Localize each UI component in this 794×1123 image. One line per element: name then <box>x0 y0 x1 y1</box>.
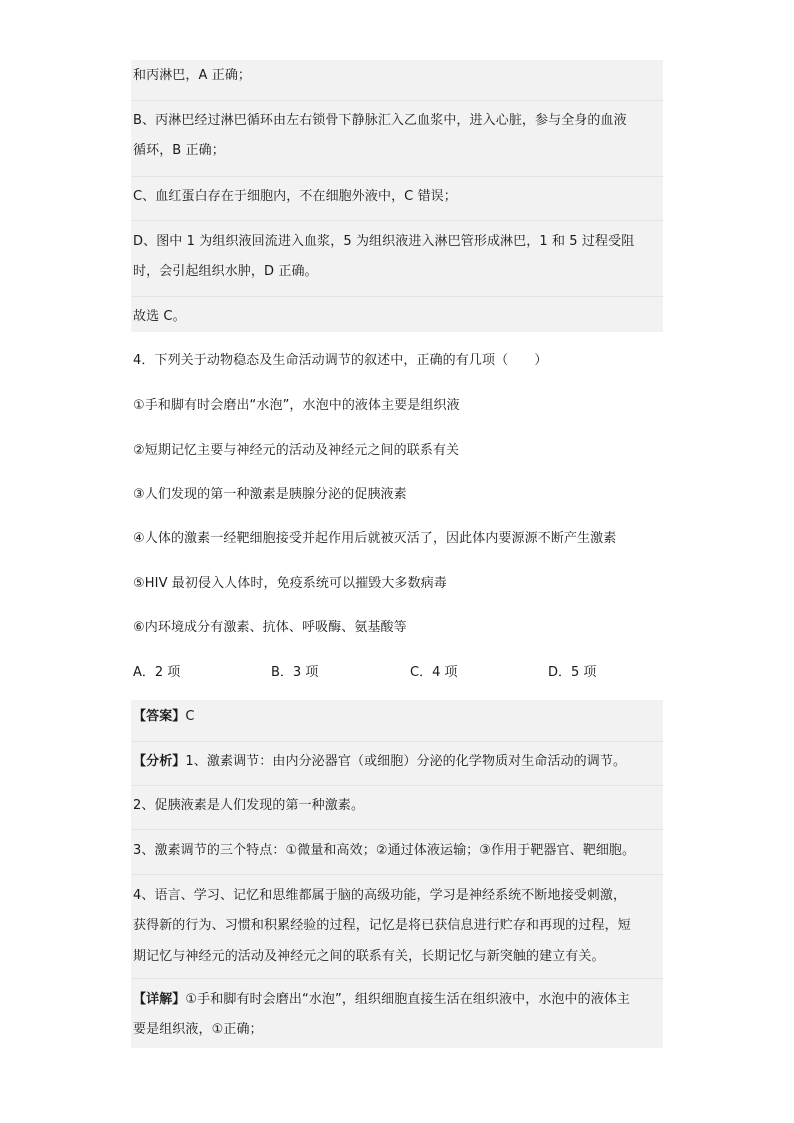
question-item: ②短期记忆主要与神经元的活动及神经元之间的联系有关 <box>133 443 460 458</box>
detail-label: 【详解】 <box>133 992 186 1007</box>
divider <box>131 829 663 830</box>
analysis-label: 【分析】 <box>133 754 186 769</box>
question-item: ①手和脚有时会磨出“水泡”，水泡中的液体主要是组织液 <box>133 398 460 413</box>
analysis-text: 1、激素调节：由内分泌器官（或细胞）分泌的化学物质对生命活动的调节。 <box>185 754 627 769</box>
detail-line <box>133 992 630 1008</box>
analysis-line: 2、促胰液素是人们发现的第一种激素。 <box>133 798 365 813</box>
answer-line <box>133 709 195 725</box>
divider <box>131 741 663 742</box>
solution-line: 故选 C。 <box>133 309 186 324</box>
solution-line: C、血红蛋白存在于细胞内，不在细胞外液中，C 错误； <box>133 189 457 204</box>
question-item: ③人们发现的第一种激素是胰腺分泌的促胰液素 <box>133 487 407 502</box>
analysis-line: 获得新的行为、习惯和积累经验的过程，记忆是将已获信息进行贮存和再现的过程，短 <box>133 918 631 933</box>
divider <box>131 785 663 786</box>
analysis-line: 3、激素调节的三个特点：①微量和高效；②通过体液运输；③作用于靶器官、靶细胞。 <box>133 843 636 858</box>
answer-value: C <box>185 709 195 724</box>
option-a: A．2 项 <box>133 665 181 680</box>
question-item: ⑥内环境成分有激素、抗体、呼吸酶、氨基酸等 <box>133 620 407 635</box>
detail-line: 要是组织液，①正确； <box>133 1022 263 1037</box>
solution-line: 和丙淋巴，A 正确； <box>133 68 252 83</box>
question-item: ⑤HIV 最初侵入人体时，免疫系统可以摧毁大多数病毒 <box>133 576 447 591</box>
divider <box>131 100 663 101</box>
detail-text: ①手和脚有时会磨出“水泡”，组织细胞直接生活在组织液中，水泡中的液体主 <box>185 992 631 1007</box>
solution-line: 循环，B 正确； <box>133 143 225 158</box>
solution-line: 时，会引起组织水肿，D 正确。 <box>133 264 318 279</box>
divider <box>131 874 663 875</box>
solution-line: D、图中 1 为组织液回流进入血浆，5 为组织液进入淋巴管形成淋巴，1 和 5 过程受阻 <box>133 234 635 249</box>
option-c: C．4 项 <box>410 665 458 680</box>
analysis-line <box>133 754 626 770</box>
divider <box>131 176 663 177</box>
analysis-line: 4、语言、学习、记忆和思维都属于脑的高级功能，学习是神经系统不断地接受刺激， <box>133 888 627 903</box>
answer-label: 【答案】 <box>133 709 186 724</box>
solution-line: B、丙淋巴经过淋巴循环由左右锁骨下静脉汇入乙血浆中，进入心脏，参与全身的血液 <box>133 113 627 128</box>
divider <box>131 220 663 221</box>
option-b: B．3 项 <box>271 665 319 680</box>
question-stem: 4．下列关于动物稳态及生命活动调节的叙述中，正确的有几项（ ） <box>133 353 548 368</box>
analysis-line: 期记忆与神经元的活动及神经元之间的联系有关，长期记忆与新突触的建立有关。 <box>133 949 605 964</box>
option-d: D．5 项 <box>548 665 597 680</box>
divider <box>131 296 663 297</box>
question-item: ④人体的激素一经靶细胞接受并起作用后就被灭活了，因此体内要源源不断产生激素 <box>133 531 617 546</box>
divider <box>131 978 663 979</box>
